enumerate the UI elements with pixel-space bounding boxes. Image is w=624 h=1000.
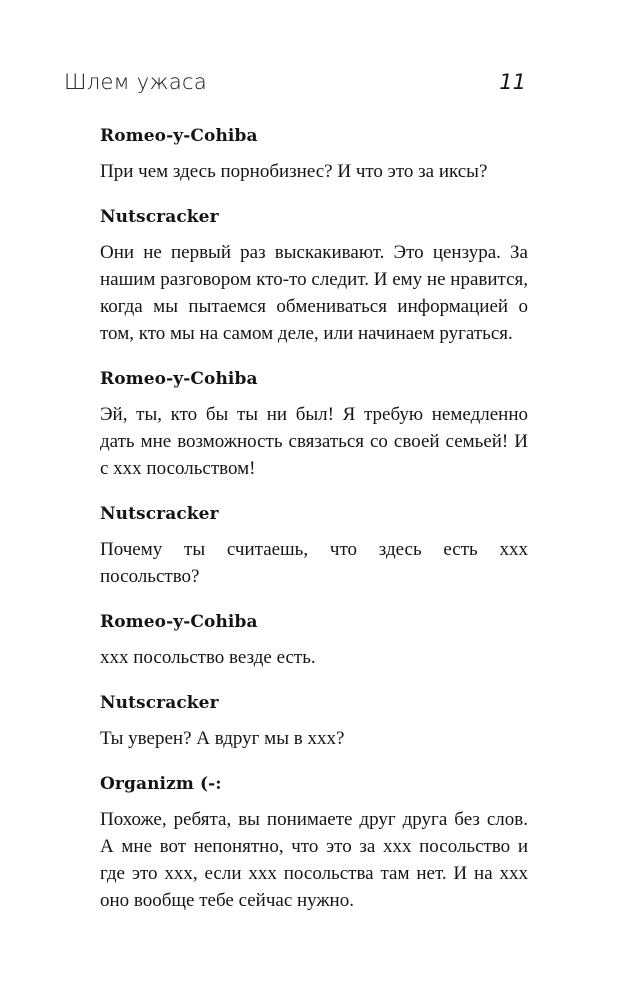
page-number: 11 — [499, 70, 526, 94]
running-header — [64, 70, 526, 100]
speaker-name: Nutscracker — [100, 207, 219, 227]
speaker-name: Nutscracker — [100, 693, 219, 713]
message-text: При чем здесь порнобизнес? И что это за иксы? — [100, 161, 488, 182]
message-text: Ты уверен? А вдруг мы в xxx? — [100, 728, 345, 749]
speaker-name: Organizm (-: — [100, 774, 222, 794]
book-title: Шлем ужаса — [64, 70, 208, 94]
message-text: Почему ты считаешь, что здесь есть xxx посольство? — [100, 539, 528, 587]
speaker-name: Romeo-y-Cohiba — [100, 126, 258, 146]
speaker-name: Romeo-y-Cohiba — [100, 612, 258, 632]
chat-transcript — [100, 124, 528, 934]
message-text: Эй, ты, кто бы ты ни был! Я требую немедленно дать мне возможность связаться со своей семьей! И с xxx посольством! — [100, 404, 528, 479]
message-text: Они не первый раз выскакивают. Это цензура. За нашим разговором кто-то следит. И ему не нравится, когда мы пытаемся обмениваться информацией о том, кто мы на самом деле, или начинаем ругаться. — [100, 242, 528, 344]
message-text: xxx посольство везде есть. — [100, 647, 316, 668]
speaker-name: Romeo-y-Cohiba — [100, 369, 258, 389]
message-text: Похоже, ребята, вы понимаете друг друга без слов. А мне вот непонятно, что это за xxx посольство и где это xxx, если xxx посольства там нет. И на xxx оно вообще тебе сейчас нужно. — [100, 809, 528, 911]
speaker-name: Nutscracker — [100, 504, 219, 524]
